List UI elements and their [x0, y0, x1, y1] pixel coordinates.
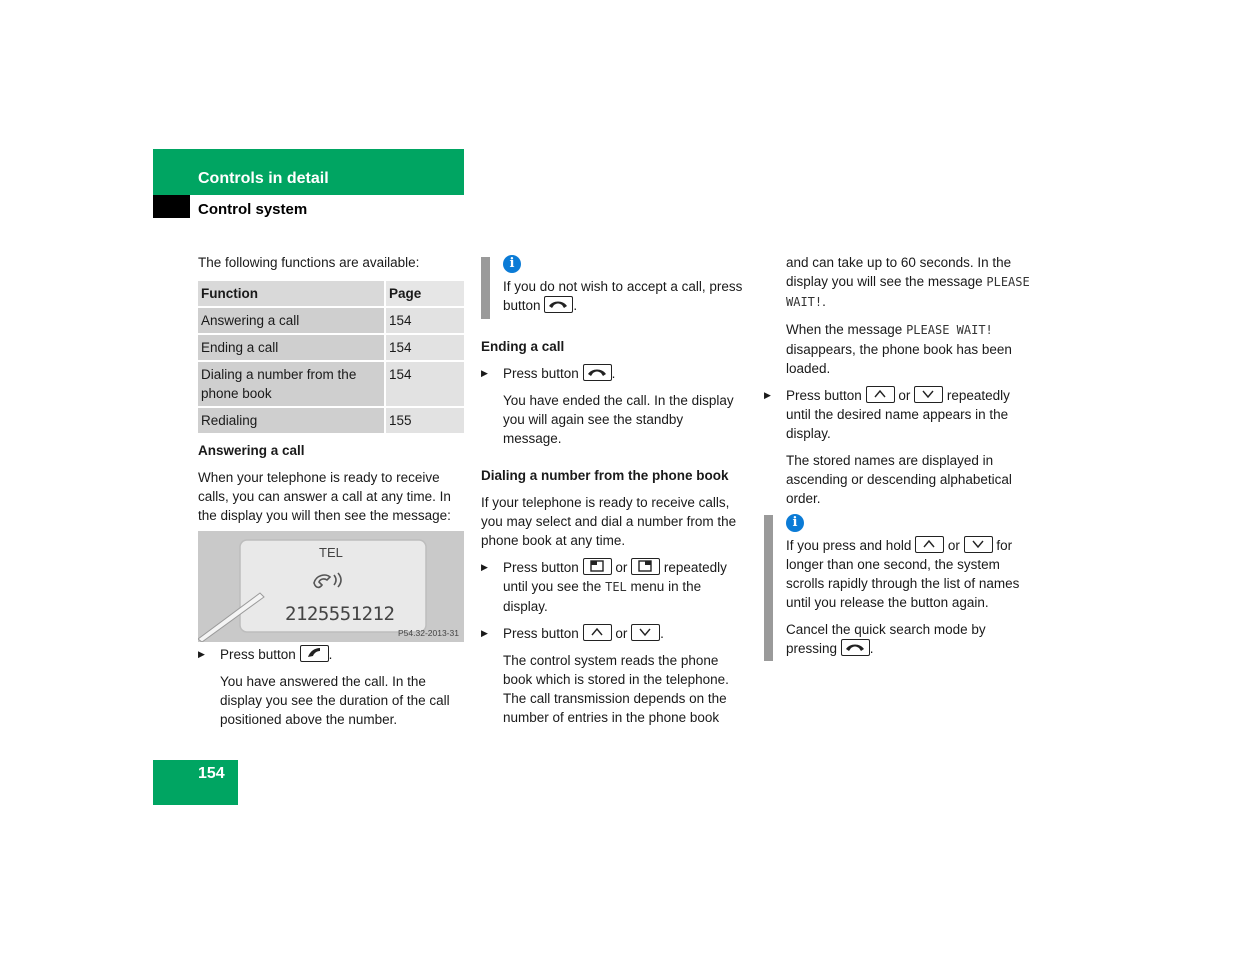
- step-text: repeatedly until the desired name appears in the display.: [786, 388, 1010, 441]
- table-cell-function: Ending a call: [198, 335, 386, 362]
- info-bar: [481, 257, 490, 319]
- middle-column: [481, 337, 745, 735]
- table-header-page: Page: [386, 281, 464, 308]
- cont-label: and can take up to 60 seconds. In the display you will see the message: [786, 255, 1012, 289]
- table-row: [198, 335, 464, 362]
- phone-hangup-button-icon: [544, 296, 573, 313]
- intro-text: The following functions are available:: [198, 255, 420, 270]
- or-label: or: [615, 626, 628, 641]
- step-text: repeatedly until you see the: [503, 560, 727, 594]
- msg-text: [764, 320, 1032, 378]
- reads-text: The control system reads the phone book which is stored in the telephone. The call transmission depends on the number of entries in the phone book: [503, 653, 729, 725]
- msg-rest: disappears, the phone book has been loaded.: [786, 342, 1012, 376]
- table-row: [198, 362, 464, 408]
- step-label: Press button: [220, 647, 296, 662]
- info-hold-text: [786, 536, 1032, 612]
- cont-text: [764, 253, 1032, 312]
- table-cell-function: Redialing: [198, 408, 386, 435]
- info-reject-label: If you do not wish to accept a call, press button: [503, 279, 743, 313]
- please-wait-message: PLEASE WAIT!: [906, 323, 993, 337]
- answer-step-text: [198, 645, 466, 664]
- section-title: Controls in detail: [198, 170, 329, 187]
- display-label: TEL: [319, 545, 343, 560]
- subsection-marker: [153, 195, 190, 218]
- info-hold-rest: for longer than one second, the system scrolls rapidly through the list of names until you release the button again.: [786, 538, 1020, 610]
- up-button-icon: [583, 624, 612, 641]
- info-box-reject: [503, 255, 745, 323]
- info-bar: [764, 515, 773, 661]
- step-text: menu in the display.: [503, 579, 702, 614]
- down-button-icon: [631, 624, 660, 641]
- please-wait-message: PLEASE WAIT!: [786, 275, 1030, 309]
- phone-pickup-button-icon: [300, 645, 329, 662]
- step-end: .: [328, 647, 333, 662]
- phone-display-figure: [198, 531, 464, 642]
- figure-code: P54.32-2013-31: [398, 628, 459, 638]
- display-number: 2125551212: [285, 603, 395, 625]
- step-end: .: [611, 366, 616, 381]
- table-header-function: Function: [198, 281, 386, 308]
- table-cell-function: Answering a call: [198, 308, 386, 335]
- info-icon: i: [786, 514, 804, 532]
- table-cell-function: Dialing a number from the phone book: [198, 362, 386, 408]
- dialing-step-1: [481, 558, 745, 616]
- page-number-box: [153, 760, 238, 805]
- down-button-icon: [914, 386, 943, 403]
- tel-menu-label: TEL: [605, 580, 627, 594]
- step-end: .: [660, 626, 664, 641]
- or-label: or: [947, 538, 960, 553]
- ending-heading: Ending a call: [481, 339, 565, 354]
- stored-text: The stored names are displayed in ascending or descending alphabetical order.: [786, 453, 1012, 506]
- up-button-icon: [915, 536, 944, 553]
- subsection-title: Control system: [198, 201, 308, 218]
- down-button-icon: [964, 536, 993, 553]
- answer-step: [198, 645, 466, 737]
- page-number: 154: [198, 765, 225, 782]
- info-reject-end: .: [573, 298, 578, 313]
- select-name-step: [764, 386, 1032, 443]
- phone-hangup-button-icon: [841, 639, 870, 656]
- table-cell-page: 155: [386, 408, 464, 435]
- table-cell-page: 154: [386, 362, 464, 408]
- table-cell-page: 154: [386, 335, 464, 362]
- answering-heading: Answering a call: [198, 443, 305, 458]
- table-row: [198, 408, 464, 435]
- step-label: Press button: [503, 626, 579, 641]
- table-header-row: [198, 281, 464, 308]
- table-row: [198, 308, 464, 335]
- dialing-heading: Dialing a number from the phone book: [481, 468, 729, 483]
- step-label: Press button: [786, 388, 862, 403]
- phone-hangup-button-icon: [583, 364, 612, 381]
- table-cell-page: 154: [386, 308, 464, 335]
- info-reject-text: [503, 277, 745, 315]
- info-icon: i: [503, 255, 521, 273]
- ending-text: You have ended the call. In the display you will again see the standby message.: [503, 393, 734, 446]
- or-label: or: [898, 388, 911, 403]
- up-button-icon: [866, 386, 895, 403]
- answering-section: [198, 441, 466, 533]
- step-label: Press button: [503, 366, 579, 381]
- dialing-text: If your telephone is ready to receive calls, you may select and dial a number from the phone book at any time.: [481, 495, 737, 548]
- info-box-quick-search: [786, 514, 1032, 666]
- left-column: [198, 253, 468, 435]
- cancel-end: .: [869, 641, 874, 656]
- answering-text: When your telephone is ready to receive calls, you can answer a call at any time. In the display you will then see the message:: [198, 470, 451, 523]
- cancel-label: Cancel the quick search mode by pressing: [786, 622, 986, 656]
- dialing-step-2: [481, 624, 745, 643]
- menu-right-button-icon: [631, 558, 660, 575]
- answered-text: You have answered the call. In the display you see the duration of the call positioned above the number.: [220, 674, 450, 727]
- function-table: [198, 281, 464, 435]
- right-column: [764, 253, 1032, 516]
- info-hold-label: If you press and hold: [786, 538, 912, 553]
- cont-end: .: [822, 294, 826, 309]
- cancel-text: [786, 620, 1032, 658]
- or-label: or: [615, 560, 628, 575]
- menu-left-button-icon: [583, 558, 612, 575]
- ending-step: [481, 364, 745, 383]
- step-label: Press button: [503, 560, 579, 575]
- msg-label: When the message: [786, 322, 903, 337]
